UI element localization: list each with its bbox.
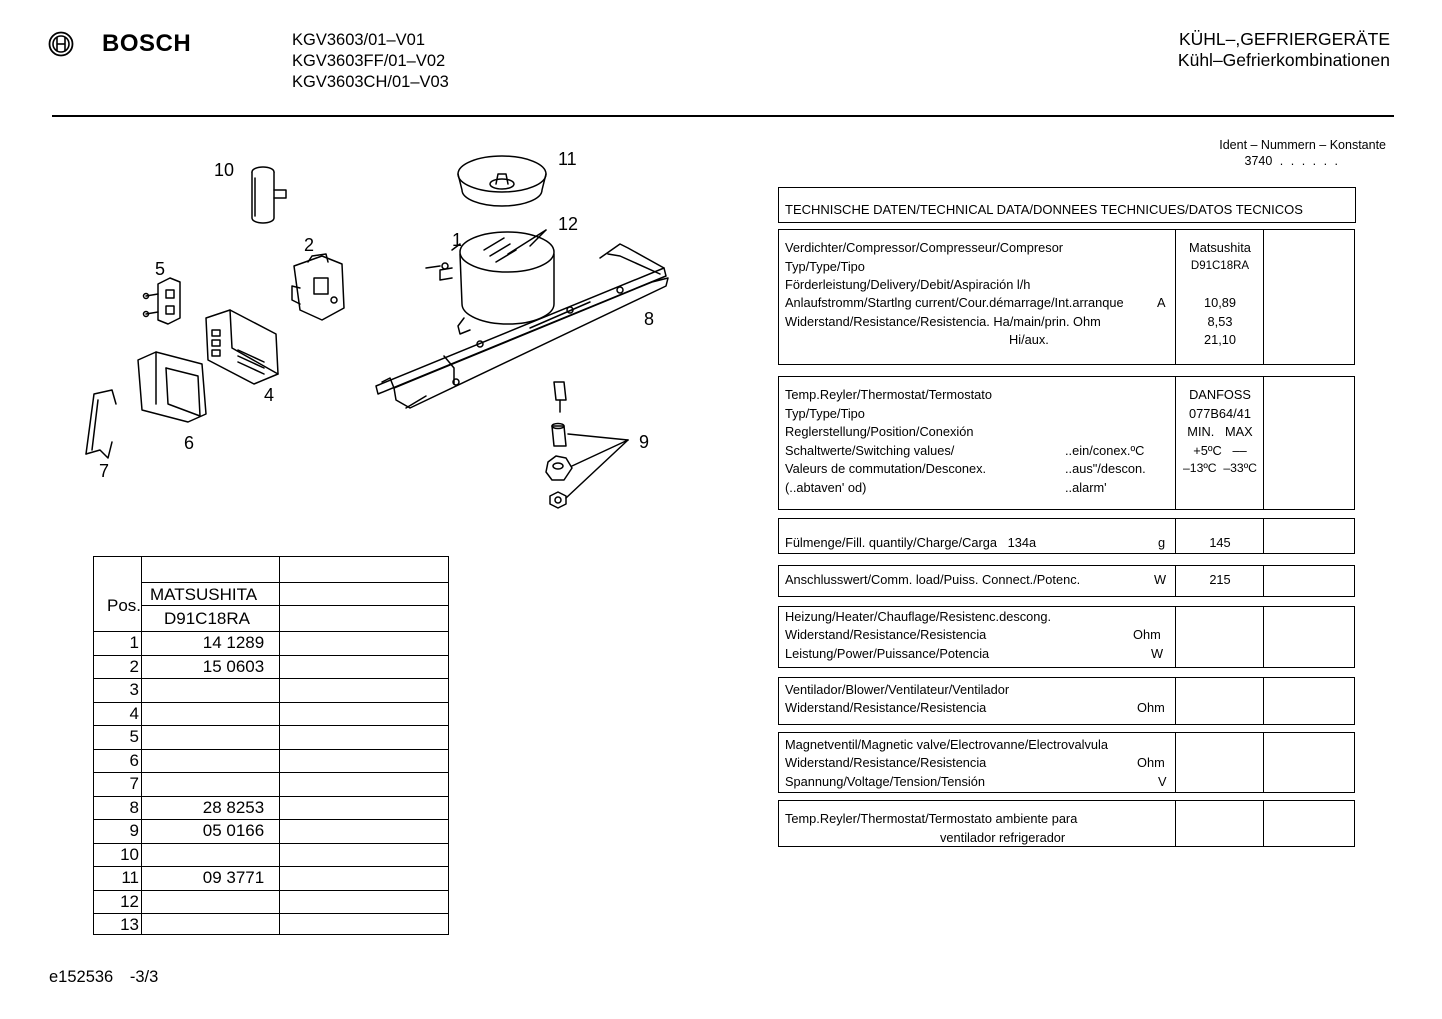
connected-load-value: 215	[1209, 572, 1231, 587]
heater-power-unit: W	[1151, 646, 1164, 661]
starting-current-unit: A	[1157, 295, 1166, 310]
row-part-number: 05 0166	[202, 821, 265, 840]
header-divider	[52, 115, 1394, 117]
thermostat-brand-value: DANFOSS	[1189, 387, 1251, 402]
model-number: KGV3603FF/01–V02	[292, 52, 446, 70]
fastener-set-part-drawing	[546, 382, 628, 508]
callout-label: 2	[304, 235, 315, 255]
model-list	[292, 30, 449, 93]
compressor-part-drawing	[426, 232, 554, 334]
position-label: Reglerstellung/Position/Conexión	[785, 424, 974, 439]
heater-data-box	[778, 606, 1355, 668]
callout-label: 11	[558, 149, 577, 169]
row-pos: 7	[129, 774, 139, 793]
table-row	[94, 890, 448, 914]
min-max-header: MIN. MAX	[1187, 424, 1253, 439]
cover-dish-part-drawing	[458, 156, 546, 206]
row-pos: 5	[129, 727, 139, 746]
model-number: KGV3603CH/01–V03	[292, 73, 449, 91]
fill-quantity-label: Fülmenge/Fill. quantily/Charge/Carga 134a	[785, 535, 1037, 550]
row-part-number: 09 3771	[202, 868, 265, 887]
switch-values-fr-label: Valeurs de commutation/Desconex.	[785, 461, 987, 476]
row-pos: 13	[120, 915, 139, 934]
page-number: -3/3	[129, 968, 159, 986]
switch-on-label: ..ein/conex.ºC	[1065, 443, 1145, 458]
resistance-aux-label: Hi/aux.	[1009, 332, 1049, 347]
overload-protector-part-drawing	[206, 310, 278, 384]
brand	[48, 30, 191, 58]
thermostat-label: Temp.Reyler/Thermostat/Termostato	[785, 387, 992, 402]
defrost-label: (..abtaven' od)	[785, 480, 867, 495]
row-part-number: 15 0603	[202, 656, 265, 676]
relay-part-drawing	[292, 254, 344, 320]
callout-label: 8	[644, 309, 655, 329]
callout-label: 6	[184, 433, 195, 453]
table-row	[94, 678, 448, 702]
switching-values-label: Schaltwerte/Switching values/	[785, 443, 955, 458]
row-pos: 4	[129, 703, 139, 723]
pos-column-header: Pos.	[107, 596, 142, 615]
row-pos: 11	[121, 868, 139, 887]
row-part-number: 28 8253	[202, 797, 265, 817]
ident-label: Ident – Nummern – Konstante	[1219, 138, 1386, 152]
ident-value-line	[1219, 153, 1340, 169]
row-pos: 2	[129, 656, 139, 676]
technical-data-title: TECHNISCHE DATEN/TECHNICAL DATA/DONNEES TECHNICUES/DATOS TECNICOS	[778, 187, 1356, 223]
ident-block	[1219, 137, 1386, 169]
row-pos: 8	[129, 797, 139, 817]
heater-power-label: Leistung/Power/Puissance/Potencia	[785, 646, 990, 661]
valve-voltage-label: Spannung/Voltage/Tension/Tensión	[785, 774, 985, 789]
thermostat-type-label: Typ/Type/Tipo	[785, 406, 865, 421]
ambient-thermostat-sublabel: ventilador refrigerador	[940, 830, 1066, 845]
blower-resistance-unit: Ohm	[1137, 700, 1165, 715]
table-row	[94, 749, 448, 773]
delivery-label: Förderleistung/Delivery/Debit/Aspiración l/h	[785, 277, 1031, 292]
starting-current-value: 10,89	[1203, 295, 1237, 310]
compressor-model-header: D91C18RA	[164, 609, 250, 628]
compressor-data-box	[778, 229, 1355, 365]
ident-dots: . . . . . .	[1279, 154, 1340, 168]
callout-label: 1	[452, 230, 463, 250]
callout-label: 7	[99, 461, 110, 481]
starting-current-label: Anlaufstromm/Startlng current/Cour.démarrage/Int.arranque	[785, 295, 1124, 310]
exploded-parts-diagram	[60, 138, 700, 518]
row-pos: 3	[129, 680, 139, 699]
compressor-brand-value: Matsushita	[1189, 240, 1251, 255]
row-pos: 1	[129, 633, 139, 652]
connected-load-unit: W	[1154, 572, 1167, 587]
resistance-main-label: Widerstand/Resistance/Resistencia. Ha/main/prin. Ohm	[785, 314, 1101, 329]
alarm-label: ..alarm'	[1065, 480, 1107, 495]
magnetic-valve-box	[778, 732, 1355, 793]
table-row	[94, 819, 448, 843]
table-row	[94, 913, 448, 935]
switch-off-label: ..aus"/descon.	[1065, 461, 1146, 476]
callout-label: 9	[639, 432, 650, 452]
row-pos: 12	[120, 891, 139, 911]
product-category	[1178, 29, 1390, 71]
table-row	[94, 796, 448, 820]
switch-off-values: –13ºC –33ºC	[1183, 461, 1257, 475]
ident-value: 3740	[1244, 154, 1273, 168]
thermostat-type-value: 077B64/41	[1189, 406, 1251, 421]
callout-label: 4	[264, 385, 275, 405]
bosch-logo-icon	[48, 31, 74, 57]
brand-name: BOSCH	[102, 30, 192, 57]
connected-load-label: Anschlusswert/Comm. load/Puiss. Connect./Potenc.	[785, 572, 1081, 587]
document-id: e152536	[49, 968, 114, 986]
resistance-aux-value: 21,10	[1203, 332, 1237, 347]
switch-on-values: +5ºC ––	[1193, 443, 1247, 458]
terminal-block-part-drawing	[144, 278, 181, 324]
blower-resistance-label: Widerstand/Resistance/Resistencia	[785, 700, 987, 715]
table-row	[94, 655, 448, 679]
model-number: KGV3603/01–V01	[292, 31, 426, 49]
compressor-type-label: Typ/Type/Tipo	[785, 259, 865, 274]
valve-resistance-label: Widerstand/Resistance/Resistencia	[785, 755, 987, 770]
heater-label: Heizung/Heater/Chauflage/Resistenc.descong.	[785, 609, 1052, 624]
row-pos: 9	[129, 821, 139, 840]
compressor-label: Verdichter/Compressor/Compresseur/Compresor	[785, 240, 1064, 255]
table-row	[94, 866, 448, 890]
retaining-clip-part-drawing	[86, 390, 116, 458]
table-row	[94, 631, 448, 655]
blower-label: Ventilador/Blower/Ventilateur/Ventilador	[785, 682, 1010, 697]
blower-data-box	[778, 677, 1355, 725]
capacitor-part-drawing	[252, 167, 286, 223]
fill-quantity-value: 145	[1209, 535, 1231, 550]
valve-voltage-unit: V	[1158, 774, 1167, 789]
table-row	[94, 702, 448, 726]
row-pos: 10	[120, 844, 139, 864]
ambient-thermostat-box	[778, 800, 1355, 847]
page-footer	[49, 968, 158, 987]
table-row	[94, 772, 448, 796]
callout-label: 10	[214, 160, 235, 180]
resistance-main-value: 8,53	[1207, 314, 1233, 329]
callout-label: 5	[155, 259, 166, 279]
compressor-type-value: D91C18RA	[1190, 260, 1250, 272]
table-row	[94, 725, 448, 749]
connected-load-box	[778, 565, 1355, 597]
callout-label: 12	[558, 214, 579, 234]
heater-resistance-unit: Ohm	[1133, 627, 1161, 642]
category-title: KÜHL–,GEFRIERGERÄTE	[1178, 29, 1390, 49]
valve-resistance-unit: Ohm	[1137, 755, 1165, 770]
table-row	[94, 843, 448, 867]
thermostat-data-box	[778, 376, 1355, 510]
category-subtitle: Kühl–Gefrierkombinationen	[1177, 50, 1390, 70]
magnetic-valve-label: Magnetventil/Magnetic valve/Electrovanne/Electrovalvula	[785, 737, 1108, 752]
compressor-brand-header: MATSUSHITA	[150, 585, 258, 604]
heater-resistance-label: Widerstand/Resistance/Resistencia	[785, 627, 987, 642]
relay-cover-part-drawing	[138, 352, 206, 422]
refrigerant-fill-box	[778, 518, 1355, 554]
ambient-thermostat-label: Temp.Reyler/Thermostat/Termostato ambiente para	[785, 811, 1078, 826]
row-pos: 6	[129, 750, 139, 770]
fill-quantity-unit: g	[1158, 535, 1166, 550]
row-part-number: 14 1289	[202, 633, 265, 652]
parts-table	[93, 556, 449, 935]
